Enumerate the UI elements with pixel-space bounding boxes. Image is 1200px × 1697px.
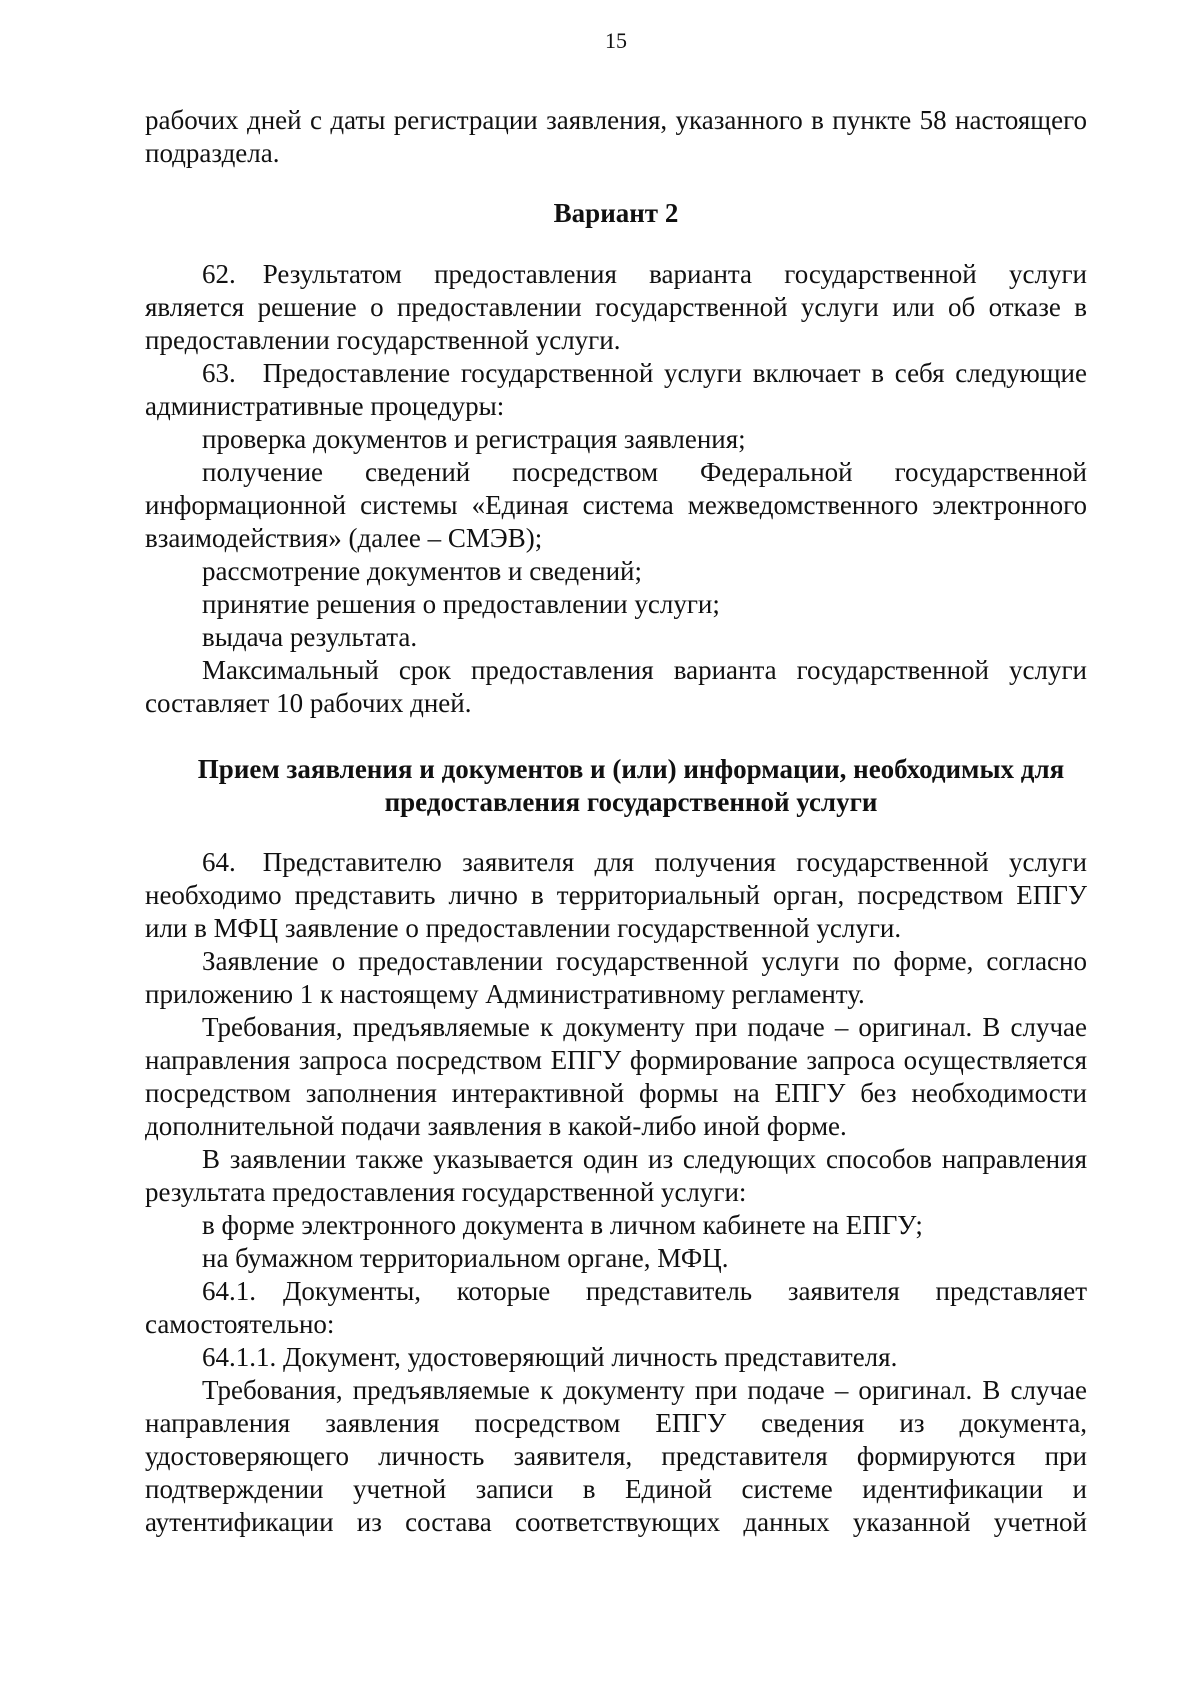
procedure-item-5: выдача результата.	[202, 622, 418, 652]
heading-variant-2: Вариант 2	[553, 198, 679, 228]
method-item-2: на бумажном территориальном органе, МФЦ.	[202, 1243, 729, 1273]
paragraph-64-form: Заявление о предоставлении государственной услуги по форме, согласно приложению 1 к настоящему Административному регламенту.	[145, 946, 1087, 1009]
procedure-item-4: принятие решения о предоставлении услуги;	[202, 589, 720, 619]
paragraph-62: 62. Результатом предоставления варианта государственной услуги является решение о предоставлении государственной услуги или об отказе в предоставлении государственной услуги.	[145, 259, 1087, 355]
procedure-item-3: рассмотрение документов и сведений;	[202, 556, 642, 586]
heading-reception: Прием заявления и документов и (или) информации, необходимых для предоставления государственной услуги	[197, 754, 1065, 817]
paragraph-64: 64. Представителю заявителя для получения государственной услуги необходимо представить лично в территориальный орган, посредством ЕПГУ или в МФЦ заявление о предоставлении государственной услуги.	[145, 847, 1087, 943]
document-page	[145, 28, 1087, 1539]
procedure-item-1: проверка документов и регистрация заявления;	[202, 424, 746, 454]
paragraph-63: 63. Предоставление государственной услуги включает в себя следующие административные процедуры:	[145, 358, 1087, 421]
paragraph-64-requirements: Требования, предъявляемые к документу при подаче – оригинал. В случае направления запроса посредством ЕПГУ формирование запроса осуществляется посредством заполнения интерактивной формы на ЕПГУ без необходимости дополнительной подачи заявления в какой-либо иной форме.	[145, 1012, 1087, 1141]
paragraph-max-term: Максимальный срок предоставления варианта государственной услуги составляет 10 рабочих дней.	[145, 655, 1087, 718]
page-number: 15	[605, 28, 627, 53]
paragraph-64-1-1-requirements: Требования, предъявляемые к документу при подаче – оригинал. В случае направления заявления посредством ЕПГУ сведения из документа, удостоверяющего личность заявителя, представителя формируются при подтверждении учетной записи в Единой системе идентификации и аутентификации из состава соответствующих данных указанной учетной	[145, 1375, 1087, 1537]
method-item-1: в форме электронного документа в личном кабинете на ЕПГУ;	[202, 1210, 923, 1240]
paragraph-64-1: 64.1. Документы, которые представитель заявителя представляет самостоятельно:	[145, 1276, 1087, 1339]
paragraph-64-methods: В заявлении также указывается один из следующих способов направления результата предоставления государственной услуги:	[145, 1144, 1087, 1207]
paragraph-intro: рабочих дней с даты регистрации заявления, указанного в пункте 58 настоящего подраздела.	[145, 105, 1087, 168]
paragraph-64-1-1: 64.1.1. Документ, удостоверяющий личность представителя.	[202, 1342, 898, 1372]
procedure-item-2: получение сведений посредством Федеральной государственной информационной системы «Единая система межведомственного электронного взаимодействия» (далее – СМЭВ);	[145, 457, 1087, 553]
